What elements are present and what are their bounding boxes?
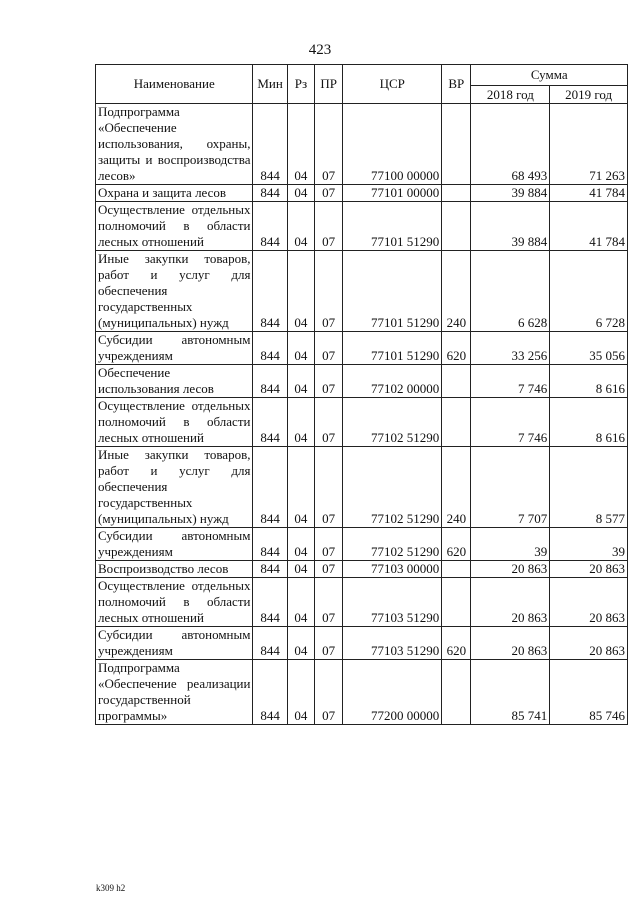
row-vr: [442, 365, 471, 398]
row-min: 844: [253, 578, 287, 627]
row-sum-2018: 33 256: [471, 332, 550, 365]
row-rz: 04: [287, 561, 314, 578]
row-vr: [442, 660, 471, 725]
row-name: Субсидии автономным учреждениям: [96, 332, 253, 365]
row-name: Осуществление отдельных полномочий в области лесных отношений: [96, 202, 253, 251]
row-csr: 77200 00000: [343, 660, 442, 725]
row-pr: 07: [315, 251, 343, 332]
row-vr: 620: [442, 627, 471, 660]
row-pr: 07: [315, 202, 343, 251]
row-csr: 77102 51290: [343, 528, 442, 561]
row-rz: 04: [287, 251, 314, 332]
row-name: Обеспечение использования лесов: [96, 365, 253, 398]
row-pr: 07: [315, 104, 343, 185]
header-vr: ВР: [442, 65, 471, 104]
row-pr: 07: [315, 398, 343, 447]
row-csr: 77103 00000: [343, 561, 442, 578]
table-row: [96, 104, 628, 185]
row-pr: 07: [315, 578, 343, 627]
row-sum-2018: 6 628: [471, 251, 550, 332]
row-name: Осуществление отдельных полномочий в области лесных отношений: [96, 398, 253, 447]
table-row: [96, 660, 628, 725]
row-vr: [442, 398, 471, 447]
row-min: 844: [253, 447, 287, 528]
row-rz: 04: [287, 365, 314, 398]
header-pr: ПР: [315, 65, 343, 104]
row-name: Иные закупки товаров, работ и услуг для обеспечения государственных (муниципальных) нужд: [96, 447, 253, 528]
row-sum-2019: 41 784: [550, 202, 628, 251]
row-min: 844: [253, 251, 287, 332]
row-csr: 77101 00000: [343, 185, 442, 202]
row-vr: [442, 185, 471, 202]
header-rz: Рз: [287, 65, 314, 104]
row-name: Осуществление отдельных полномочий в области лесных отношений: [96, 578, 253, 627]
row-sum-2018: 39 884: [471, 202, 550, 251]
row-pr: 07: [315, 185, 343, 202]
row-sum-2019: 20 863: [550, 627, 628, 660]
row-sum-2018: 39: [471, 528, 550, 561]
row-min: 844: [253, 561, 287, 578]
row-name: Подпрограмма «Обеспечение реализации государственной программы»: [96, 660, 253, 725]
row-pr: 07: [315, 627, 343, 660]
row-min: 844: [253, 660, 287, 725]
table-row: [96, 528, 628, 561]
row-rz: 04: [287, 398, 314, 447]
row-min: 844: [253, 627, 287, 660]
row-rz: 04: [287, 332, 314, 365]
footer-code: k309 h2: [96, 883, 126, 893]
row-name: Субсидии автономным учреждениям: [96, 627, 253, 660]
row-sum-2019: 8 616: [550, 398, 628, 447]
row-pr: 07: [315, 332, 343, 365]
row-vr: [442, 578, 471, 627]
row-sum-2018: 20 863: [471, 627, 550, 660]
row-pr: 07: [315, 561, 343, 578]
table-row: [96, 365, 628, 398]
table-row: [96, 447, 628, 528]
row-sum-2019: 20 863: [550, 578, 628, 627]
row-vr: [442, 104, 471, 185]
row-sum-2018: 20 863: [471, 578, 550, 627]
table-row: [96, 578, 628, 627]
row-pr: 07: [315, 365, 343, 398]
row-name: Иные закупки товаров, работ и услуг для обеспечения государственных (муниципальных) нужд: [96, 251, 253, 332]
row-sum-2019: 8 616: [550, 365, 628, 398]
header-year-2019: 2019 год: [550, 86, 628, 104]
row-name: Воспроизводство лесов: [96, 561, 253, 578]
table-header: [96, 65, 628, 104]
row-name: Подпрограмма «Обеспечение использования, охраны, защиты и воспроизводства лесов»: [96, 104, 253, 185]
row-min: 844: [253, 365, 287, 398]
header-min: Мин: [253, 65, 287, 104]
row-csr: 77102 51290: [343, 398, 442, 447]
budget-table: [95, 64, 628, 725]
header-csr: ЦСР: [343, 65, 442, 104]
row-min: 844: [253, 104, 287, 185]
header-name: Наименование: [96, 65, 253, 104]
row-csr: 77103 51290: [343, 627, 442, 660]
row-sum-2018: 7 746: [471, 365, 550, 398]
header-year-2018: 2018 год: [471, 86, 550, 104]
row-vr: [442, 202, 471, 251]
row-csr: 77100 00000: [343, 104, 442, 185]
row-rz: 04: [287, 627, 314, 660]
row-min: 844: [253, 398, 287, 447]
row-csr: 77103 51290: [343, 578, 442, 627]
row-rz: 04: [287, 528, 314, 561]
row-min: 844: [253, 332, 287, 365]
table-row: [96, 185, 628, 202]
row-name: Субсидии автономным учреждениям: [96, 528, 253, 561]
row-vr: 620: [442, 332, 471, 365]
row-vr: [442, 561, 471, 578]
row-sum-2019: 39: [550, 528, 628, 561]
row-rz: 04: [287, 104, 314, 185]
row-sum-2018: 20 863: [471, 561, 550, 578]
row-sum-2019: 20 863: [550, 561, 628, 578]
row-rz: 04: [287, 202, 314, 251]
row-rz: 04: [287, 578, 314, 627]
row-sum-2018: 68 493: [471, 104, 550, 185]
row-sum-2018: 7 746: [471, 398, 550, 447]
row-csr: 77101 51290: [343, 202, 442, 251]
row-sum-2018: 39 884: [471, 185, 550, 202]
row-vr: 240: [442, 447, 471, 528]
row-sum-2019: 41 784: [550, 185, 628, 202]
row-pr: 07: [315, 447, 343, 528]
row-min: 844: [253, 528, 287, 561]
table-row: [96, 202, 628, 251]
row-csr: 77101 51290: [343, 332, 442, 365]
table-row: [96, 332, 628, 365]
row-rz: 04: [287, 185, 314, 202]
row-csr: 77102 00000: [343, 365, 442, 398]
row-csr: 77102 51290: [343, 447, 442, 528]
table-body: [96, 104, 628, 725]
row-vr: 240: [442, 251, 471, 332]
table-row: [96, 251, 628, 332]
row-rz: 04: [287, 660, 314, 725]
table-row: [96, 561, 628, 578]
row-min: 844: [253, 202, 287, 251]
row-sum-2019: 71 263: [550, 104, 628, 185]
row-pr: 07: [315, 528, 343, 561]
row-sum-2019: 8 577: [550, 447, 628, 528]
row-vr: 620: [442, 528, 471, 561]
row-min: 844: [253, 185, 287, 202]
row-name: Охрана и защита лесов: [96, 185, 253, 202]
table-row: [96, 398, 628, 447]
row-sum-2018: 85 741: [471, 660, 550, 725]
row-sum-2019: 85 746: [550, 660, 628, 725]
row-sum-2019: 6 728: [550, 251, 628, 332]
row-sum-2019: 35 056: [550, 332, 628, 365]
page-number: 423: [308, 42, 332, 58]
header-sum: Сумма: [471, 65, 628, 86]
row-csr: 77101 51290: [343, 251, 442, 332]
row-rz: 04: [287, 447, 314, 528]
table-row: [96, 627, 628, 660]
row-pr: 07: [315, 660, 343, 725]
row-sum-2018: 7 707: [471, 447, 550, 528]
